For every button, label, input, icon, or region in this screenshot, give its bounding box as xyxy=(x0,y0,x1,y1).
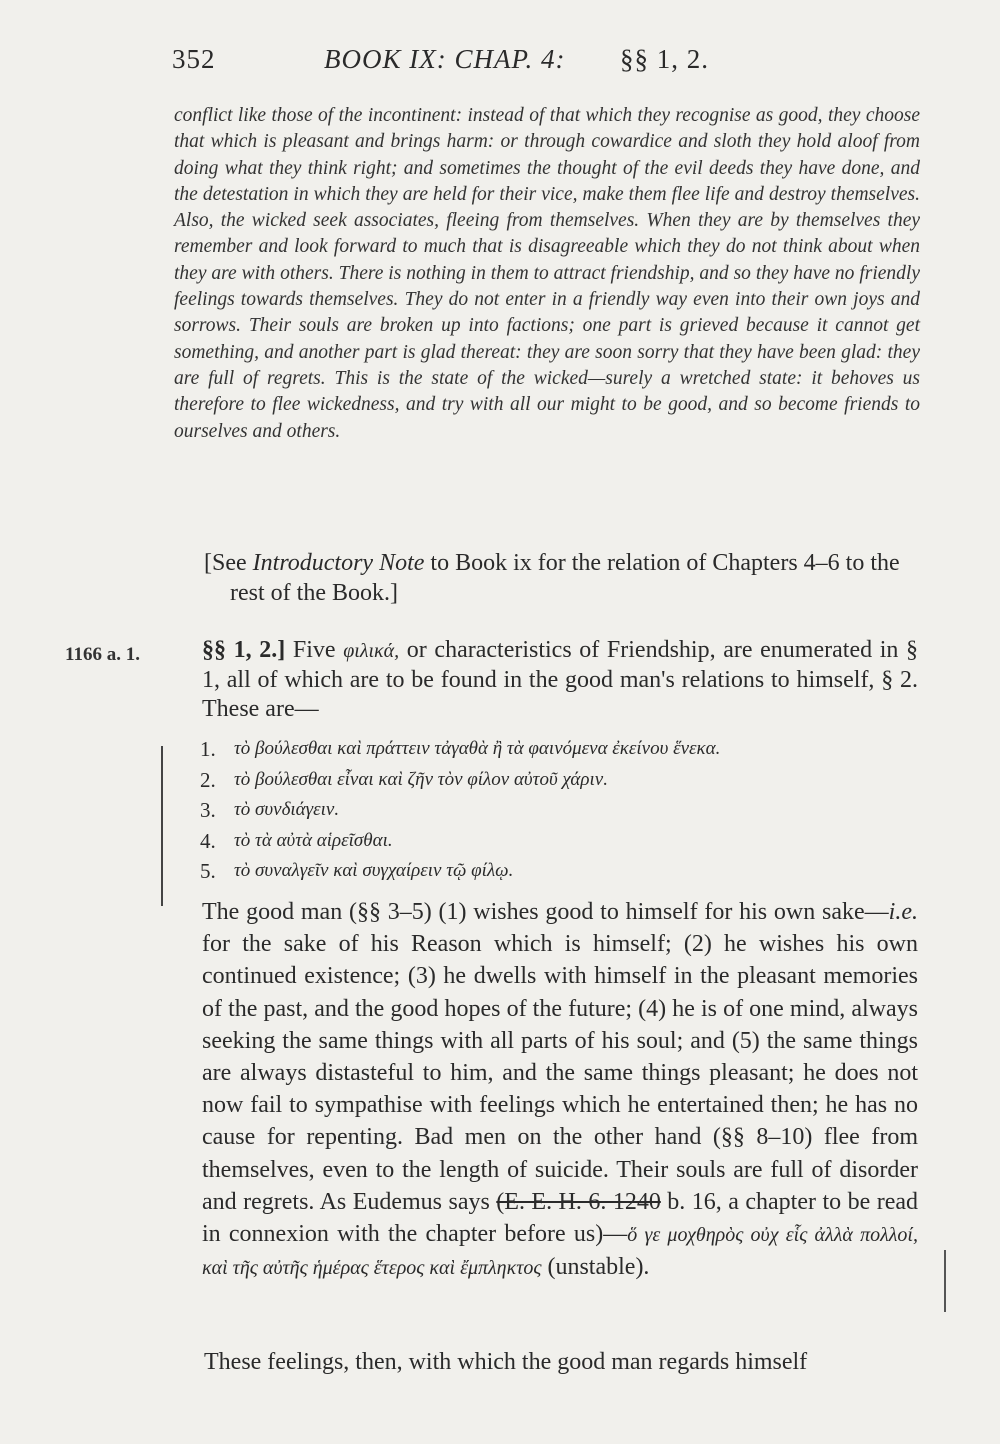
body-ie: i.e. xyxy=(888,899,918,925)
chapter-title: BOOK IX: CHAP. 4: xyxy=(324,44,566,74)
note-italic: Introductory Note xyxy=(252,550,425,576)
list-item-number: 5. xyxy=(200,859,216,883)
margin-reference: 1166 a. 1. xyxy=(65,644,140,665)
commentary-paragraph xyxy=(202,636,918,723)
body-paragraph xyxy=(202,896,918,1284)
note-rest: to Book ix for the relation of Chapters 4–6 to the rest of the Book.] xyxy=(230,550,900,606)
page-number: 352 xyxy=(172,44,216,74)
struck-reference: (E. E. H. 6. 1240 xyxy=(496,1188,661,1215)
greek-quotation: ὅ γε μοχθηρὸς οὐχ εἷς ἀλλὰ πολλοί, καὶ τῆς αὐτῆς ἡμέρας ἕτερος καὶ ἔμπληκτος xyxy=(202,1224,918,1280)
commentary-text-1: Five xyxy=(292,637,336,663)
closing-paragraph xyxy=(202,1346,918,1378)
list-item xyxy=(200,734,920,765)
body-text-2: for the sake of his Reason which is himself; (2) he wishes his own continued existence; (3) he dwells with himself in the pleasant memories of the past, and the good hopes of the future; (4) he is of one mind, always seeking the same things with all parts of his soul; and (5) the same things are always distasteful to him, and the same things pleasant; he does not now fail to sympathise with feelings which he entertained then; he has no cause for repenting. Bad men on the other hand (§§ 8–10) flee from themselves, even to the length of suicide. Their souls are full of disorder and regrets. As Eudemus says xyxy=(202,931,918,1215)
body-text-1: The good man (§§ 3–5) (1) wishes good to himself for his own sake— xyxy=(202,899,889,925)
note-open: [See xyxy=(204,550,247,576)
list-item-text: τὸ βούλεσθαι εἶναι καὶ ζῆν τὸν φίλον αὐτοῦ χάριν. xyxy=(234,768,608,790)
list-item-number: 2. xyxy=(200,767,216,792)
section-reference: §§ 1, 2. xyxy=(620,44,709,74)
list-item-text: τὸ τὰ αὐτὰ αἱρεῖσθαι. xyxy=(234,829,393,851)
running-header xyxy=(172,44,772,84)
italic-summary xyxy=(174,103,920,445)
list-item-text: τὸ συναλγεῖν καὶ συγχαίρειν τῷ φίλῳ. xyxy=(234,860,514,881)
margin-pencil-mark xyxy=(944,1250,946,1312)
introductory-note xyxy=(204,548,930,608)
list-item-number: 4. xyxy=(200,828,216,853)
list-item xyxy=(200,826,920,857)
list-item xyxy=(200,765,920,796)
list-item xyxy=(200,795,920,826)
list-item-number: 3. xyxy=(200,798,216,822)
commentary-lead: §§ 1, 2.] xyxy=(202,637,286,663)
list-item-text: τὸ συνδιάγειν. xyxy=(234,799,340,820)
list-item-number: 1. xyxy=(200,737,216,761)
characteristics-list xyxy=(200,734,920,887)
body-text-4: (unstable). xyxy=(547,1254,650,1281)
commentary-text-2: or characteristics of Friendship, are enumerated in § 1, all of which are to be found in the good man's relations to himself, § 2. These are— xyxy=(202,637,919,722)
summary-text: conflict like those of the incontinent: instead of that which they recognise as good, they choose that which is pleasant and brings harm: or through cowardice and sloth they hold aloof from doing what they think right; and sometimes the thought of the evil deeds they have done, and the detestation in which they are held for their vice, make them flee life and destroy themselves. Also, the wicked seek associates, fleeing from themselves. When they are by themselves they remember and look forward to much that is disagreeable which they do not think about when they are with others. There is nothing in them to attract friendship, and so they have no friendly feelings towards themselves. They do not enter in a friendly way even into their own joys and sorrows. Their souls are broken up into factions; one part is grieved because it cannot get something, and another part is glad thereat: they are soon sorry that they have been glad: they are full of regrets. This is the state of the wicked—surely a wretched state: it behoves us therefore to flee wickedness, and try with all our might to be good, and so become friends to ourselves and others. xyxy=(174,105,920,442)
list-item-text: τὸ βούλεσθαι καὶ πράττειν τἀγαθὰ ἢ τὰ φαινόμενα ἐκείνου ἕνεκα. xyxy=(234,738,721,759)
closing-text: These feelings, then, with which the good man regards himself xyxy=(204,1349,808,1375)
list-item xyxy=(200,856,920,887)
margin-bracket-line xyxy=(161,746,163,906)
greek-term: φιλικά, xyxy=(343,640,400,662)
body-text-3: b. 16, a chapter to be read in connexion with the chapter before us)— xyxy=(202,1188,918,1248)
